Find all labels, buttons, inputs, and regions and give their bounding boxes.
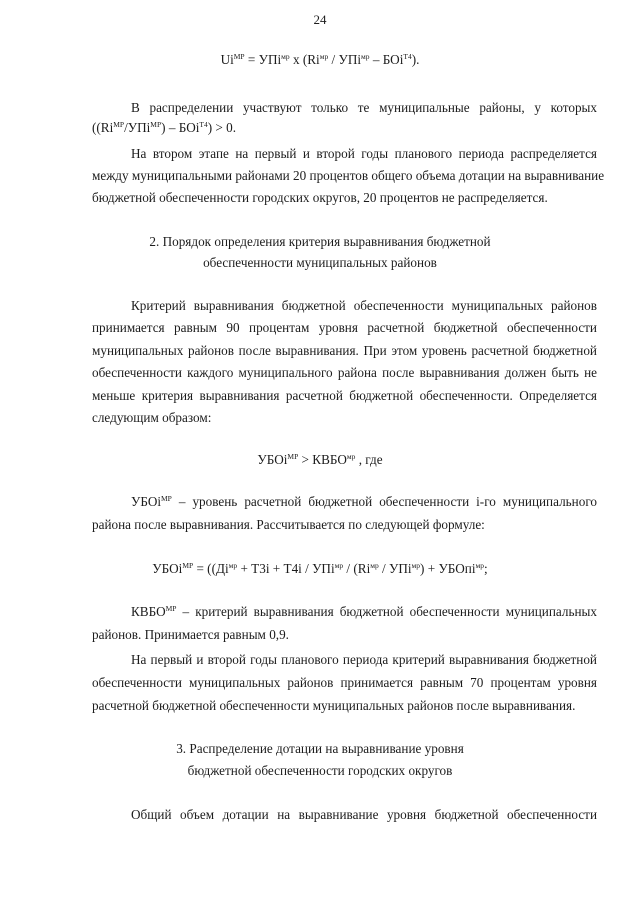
text-line: На втором этапе на первый и второй годы планового периода распределяется	[131, 146, 597, 161]
text-line: следующим образом:	[92, 410, 212, 425]
formula-ubo: УБОi$^{МР}$ = (($Дi^{мр} + Т3i + Т4i / УПi^{мр} / (Ri^{мр} / УПi^{мр})$ + УБОпi$^{мр}$;	[152, 561, 488, 576]
text-line: муниципальных районов после выравнивания. При этом уровень расчетной бюджетной	[92, 343, 597, 358]
page-number: 24	[313, 12, 327, 27]
text-line: расчетной бюджетной обеспеченности муниципальных районов после выравнивания.	[92, 698, 576, 713]
text-line: Критерий выравнивания бюджетной обеспеченности муниципальных районов	[131, 298, 597, 313]
text-line: В распределении участвуют только те муниципальные районы, у которых	[131, 100, 597, 115]
formula-criterion: УБОi$^{МР}$ > $КВБО^{мр}$ , где	[257, 452, 383, 467]
text-line: принимается равным 90 процентам уровня расчетной бюджетной обеспеченности	[92, 320, 597, 335]
section-title: обеспеченности муниципальных районов	[203, 255, 437, 270]
text-line: между муниципальными районами 20 процентов общего объема дотации на выравнивание	[92, 168, 605, 183]
text-line: районов. Принимается равным 0,9.	[92, 627, 289, 642]
text-line: обеспеченности каждого муниципального района после выравнивания должен быть не	[92, 365, 597, 380]
text-line: района после выравнивания. Рассчитывается по следующей формуле:	[92, 517, 485, 532]
section-title: бюджетной обеспеченности городских округов	[187, 763, 453, 778]
text-line: обеспеченности муниципальных районов принимается равным 70 процентам уровня	[92, 675, 597, 690]
section-title: 2. Порядок определения критерия выравнивания бюджетной	[149, 234, 491, 249]
text-line: УБОi$^{МР}$ – уровень расчетной бюджетной обеспеченности i-го муниципального	[131, 494, 597, 509]
formula-top: $Ui^{МР} = УПi^{мр}$ x $(Ri^{мр} / УПi^{мр} - БОi^{T4})$.	[220, 52, 420, 67]
text-line: меньше критерия выравнивания расчетной бюджетной обеспеченности. Определяется	[92, 388, 597, 403]
section-title: 3. Распределение дотации на выравнивание уровня	[176, 741, 464, 756]
text-line: $КВБО^{МР}$ – критерий выравнивания бюджетной обеспеченности муниципальных	[131, 604, 597, 619]
text-line: $((Ri^{МР}/УПi^{МР}) - БОi^{T4}) > 0$.	[92, 120, 237, 135]
text-line: Общий объем дотации на выравнивание уровня бюджетной обеспеченности	[131, 807, 597, 822]
text-line: бюджетной обеспеченности городских округов, 20 процентов не распределяется.	[92, 190, 548, 205]
text-line: На первый и второй годы планового периода критерий выравнивания бюджетной	[131, 652, 597, 667]
